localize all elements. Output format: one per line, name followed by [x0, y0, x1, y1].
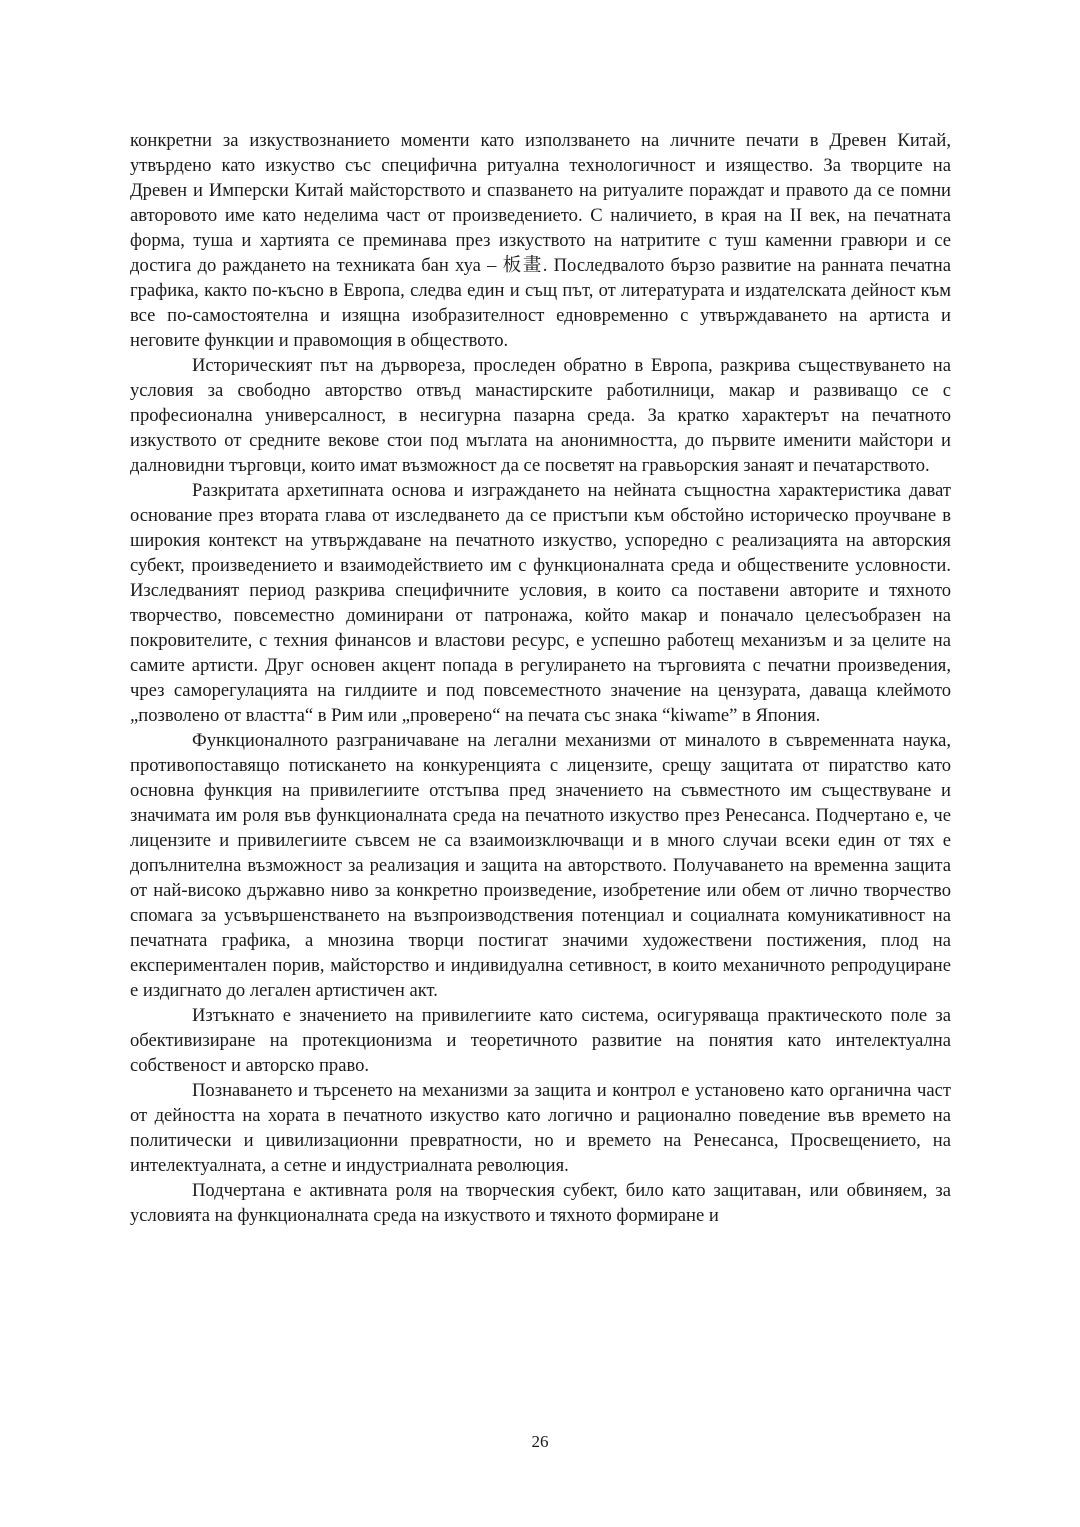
page-number: 26	[531, 1432, 549, 1451]
paragraph-1: конкретни за изкуствознанието моменти като използването на личните печати в Древен Китай, утвърдено като изкуство със специфична ритуална технологичност и изящество. За творците на Древен и Имперски Китай майсторството и спазването на ритуалите пораждат и правото да се помни авторовото име като неделима част от произведението. С наличието, в края на II век, на печатната форма, туша и хартията се преминава през изкуството на натритите с туш каменни гравюри и се достига до раждането на техниката бан хуа – 板畫. Последвалото бързо развитие на ранната печатна графика, както по-късно в Европа, следва един и същ път, от литературата и издателската дейност към все по-самостоятелна и изящна изобразителност едновременно с утвърждаването на артиста и неговите функции и правомощия в обществото.	[130, 130, 951, 351]
paragraph-4: Функционалното разграничаване на легални механизми от миналото в съвременната наука, противопоставящо потискането на конкуренцията с лицензите, срещу защитата от пиратство като основна функция на привилегиите отстъпва пред значението на съвместното им съществуване и значимата им роля във функционалната среда на печатното изкуство през Ренесанса. Подчертано е, че лицензите и привилегиите съвсем не са взаимоизключващи и в много случаи всеки един от тях е допълнителна възможност за реализация и защита на авторството. Получаването на временна защита от най-високо държавно ниво за конкретно произведение, изобретение или обем от лично творчество спомага за усъвършенстването на възпроизводствения потенциал и социалната комуникативност на печатната графика, а мнозина творци постигат значими художествени постижения, плод на експериментален порив, майсторство и индивидуална сетивност, в които механичното репродуциране е издигнато до легален артистичен акт.	[130, 730, 951, 1001]
document-body	[130, 128, 951, 1228]
paragraph-5: Изтъкнато е значението на привилегиите като система, осигуряваща практическото поле за обективизиране на протекционизма и теоретичното развитие на понятия като интелектуална собственост и авторско право.	[130, 1005, 951, 1076]
paragraph-7: Подчертана е активната роля на творческия субект, било като защитаван, или обвиняем, за условията на функционалната среда на изкуството и тяхното формиране и	[130, 1180, 951, 1226]
paragraph-2: Историческият път на дървореза, проследен обратно в Европа, разкрива съществуването на условия за свободно авторство отвъд манастирските работилници, макар и развиващо се с професионална универсалност, в несигурна пазарна среда. За кратко характерът на печатното изкуството от средните векове стои под мъглата на анонимността, до първите именити майстори и далновидни търговци, които имат възможност да се посветят на гравьорския занаят и печатарството.	[130, 355, 951, 476]
paragraph-3: Разкритата архетипната основа и изграждането на нейната същностна характеристика дават основание през втората глава от изследването да се пристъпи към обстойно историческо проучване в широкия контекст на утвърждаване на печатното изкуство, успоредно с реализацията на авторския субект, произведението и взаимодействието им с функционалната среда и обществените условности. Изследваният период разкрива специфичните условия, в които са поставени авторите и тяхното творчество, повсеместно доминирани от патронажа, който макар и поначало целесъобразен на покровителите, с техния финансов и властови ресурс, е успешно работещ механизъм и за целите на самите артисти. Друг основен акцент попада в регулирането на търговията с печатни произведения, чрез саморегулацията на гилдиите и под повсеместното значение на цензурата, даваща клеймото „позволено от властта“ в Рим или „проверено“ на печата със знака “kiwame” в Япония.	[130, 480, 951, 726]
paragraph-6: Познаването и търсенето на механизми за защита и контрол е установено като органична част от дейността на хората в печатното изкуство като логично и рационално поведение във времето на политически и цивилизационни превратности, но и времето на Ренесанса, Просвещението, на интелектуалната, а сетне и индустриалната революция.	[130, 1080, 951, 1176]
